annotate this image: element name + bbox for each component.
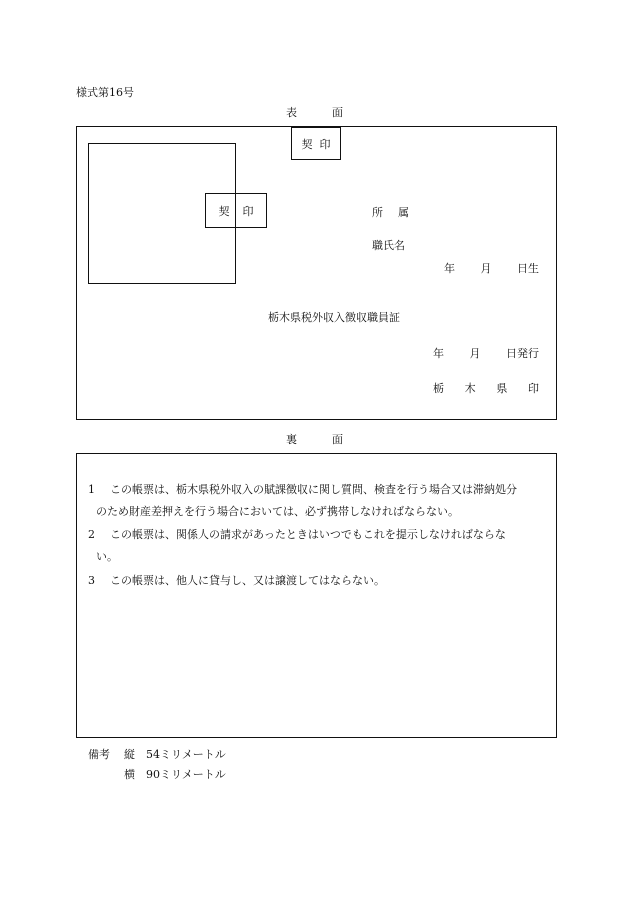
seal-box-mid <box>205 193 267 228</box>
front-heading <box>286 104 343 120</box>
affiliation-char: 所 <box>372 206 383 219</box>
title-name-label: 職氏名 <box>372 239 405 252</box>
date-part: 月 <box>469 347 481 360</box>
height-label: 縦 <box>124 748 135 761</box>
item-text: い。 <box>96 550 118 563</box>
date-part: 日発行 <box>506 347 539 360</box>
governor-seal <box>433 380 539 396</box>
card-title: 栃木県税外収入徴収職員証 <box>268 311 400 324</box>
back-heading-char: 面 <box>332 433 343 446</box>
width-label: 横 <box>124 768 135 781</box>
seal-char: 印 <box>242 204 254 218</box>
item-number: 2 <box>88 528 95 541</box>
birth-date <box>444 260 539 276</box>
date-part: 年 <box>433 347 444 360</box>
item-number: 3 <box>88 574 95 587</box>
height-value: 54ミリメートル <box>146 748 226 761</box>
form-number: 様式第16号 <box>76 86 134 99</box>
seal-char: 印 <box>319 137 331 151</box>
affiliation-char: 属 <box>398 206 409 219</box>
item-text: のため財産差押えを行う場合においては、必ず携帯しなければならない。 <box>96 505 459 518</box>
seal-text-char: 栃 <box>433 382 444 395</box>
back-heading-char: 裏 <box>286 433 297 446</box>
date-part: 日生 <box>517 262 539 275</box>
seal-char: 契 <box>218 204 230 218</box>
back-heading <box>286 431 343 447</box>
seal-box-top <box>291 127 341 160</box>
seal-text-char: 県 <box>496 382 508 395</box>
affiliation-label <box>372 204 409 220</box>
seal-text-char: 印 <box>527 382 539 395</box>
seal-char: 契 <box>301 137 313 151</box>
remarks-label: 備考 <box>88 748 110 761</box>
seal-text-char: 木 <box>464 382 476 395</box>
back-item <box>88 524 550 568</box>
back-item <box>88 479 550 523</box>
date-part: 年 <box>444 262 455 275</box>
front-heading-char: 面 <box>332 106 343 119</box>
item-text: この帳票は、関係人の請求があったときはいつでもこれを提示しなければならな <box>110 528 506 541</box>
issue-date <box>433 345 539 361</box>
item-text: この帳票は、他人に貸与し、又は譲渡してはならない。 <box>110 574 385 587</box>
back-item <box>88 570 550 592</box>
front-heading-char: 表 <box>286 106 297 119</box>
width-value: 90ミリメートル <box>146 768 226 781</box>
item-text: この帳票は、栃木県税外収入の賦課徴収に関し質問、検査を行う場合又は滞納処分 <box>110 483 517 496</box>
date-part: 月 <box>480 262 492 275</box>
item-number: 1 <box>88 483 95 496</box>
